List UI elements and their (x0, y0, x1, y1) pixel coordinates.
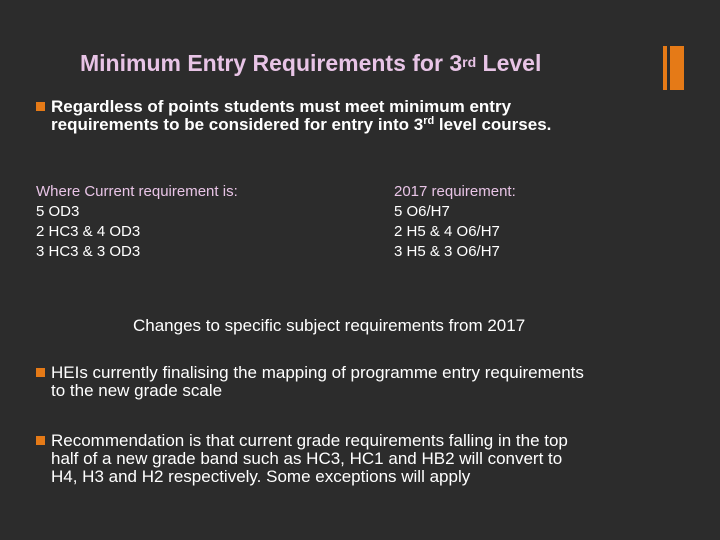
bullet-line: to the new grade scale (51, 381, 223, 400)
bullet-square-icon (36, 368, 45, 377)
bullet-line: Recommendation is that current grade requirements falling in the top (51, 431, 568, 450)
bullet-text (51, 432, 696, 486)
requirement-row: 3 H5 & 3 O6/H7 (394, 243, 500, 260)
bullet-line: half of a new grade band such as HC3, HC1 and HB2 will convert to (51, 449, 563, 468)
bullet-minimum-entry (36, 98, 656, 136)
requirement-row: 3 HC3 & 3 OD3 (36, 243, 141, 260)
bullet-recommendation (36, 432, 696, 486)
bullet-line: Regardless of points students must meet minimum entry (51, 97, 512, 116)
bullet-heis-mapping (36, 364, 696, 400)
bullet-line: requirements to be considered for entry into 3 (51, 115, 424, 134)
changes-heading: Changes to specific subject requirements from 2017 (133, 316, 526, 335)
bullet-line: H4, H3 and H2 respectively. Some exceptions will apply (51, 467, 471, 486)
accent-bar-thin (663, 46, 667, 90)
title-tail: Level (476, 50, 542, 76)
column-heading: 2017 requirement: (394, 183, 516, 200)
bullet-square-icon (36, 102, 45, 111)
requirement-row: 5 O6/H7 (394, 203, 450, 220)
accent-bar-thick (670, 46, 684, 90)
column-heading: Where Current requirement is: (36, 183, 238, 200)
requirement-row: 2 HC3 & 4 OD3 (36, 223, 141, 240)
bullet-square-icon (36, 436, 45, 445)
bullet-superscript: rd (423, 115, 435, 127)
requirement-2017-column (394, 182, 516, 262)
bullet-line: HEIs currently finalising the mapping of programme entry requirements (51, 363, 584, 382)
current-requirement-column (36, 182, 238, 262)
requirement-row: 2 H5 & 4 O6/H7 (394, 223, 500, 240)
requirement-row: 5 OD3 (36, 203, 80, 220)
bullet-line: level courses. (434, 115, 552, 134)
title-text: Minimum Entry Requirements for 3 (80, 50, 463, 76)
bullet-text (51, 98, 656, 136)
slide-title (80, 50, 541, 77)
bullet-text (51, 364, 696, 400)
title-superscript: rd (462, 54, 477, 70)
